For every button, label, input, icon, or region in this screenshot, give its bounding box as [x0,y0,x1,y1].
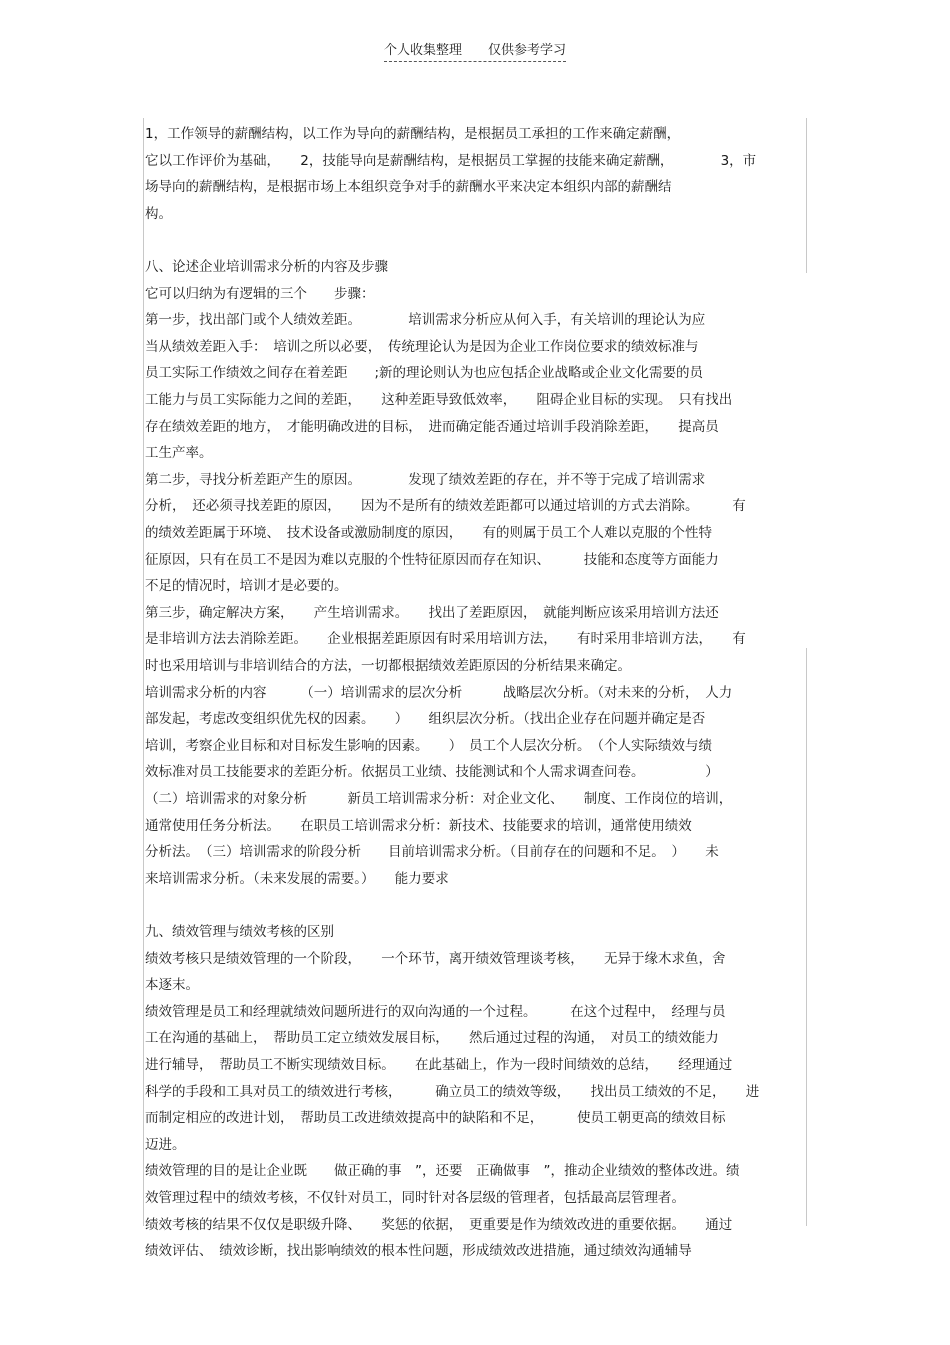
text-line: 工生产率。 [145,445,213,462]
text-line: 绩效管理是员工和经理就绩效问题所进行的双向沟通的一个过程。 在这个过程中， 经理与员 [145,1003,726,1020]
text-line: 时也采用培训与非培训结合的方法，一切都根据绩效差距原因的分析结果来确定。 [145,658,631,674]
text-line: 分析法。 （三）培训需求的阶段分析 目前培训需求分析。（目前存在的问题和不足。 ） 未 [145,844,719,861]
text-line: 征原因，只有在员工不是因为难以克服的个性特征原因而存在知识、 技能和态度等方面能力 [145,551,719,568]
text-line: 绩效考核的结果不仅仅是职级升降、 奖惩的依据， 更重要是作为绩效改进的重要依据。 通过 [145,1216,733,1233]
text-line: 效管理过程中的绩效考核，不仅针对员工，同时针对各层级的管理者，包括最高层管理者。 [145,1190,685,1206]
text-line: 科学的手段和工具对员工的绩效进行考核， 确立员工的绩效等级， 找出员工绩效的不足， 进 [145,1083,760,1100]
header-text [384,43,566,62]
text-line: 绩效考核只是绩效管理的一个阶段， 一个环节，离开绩效管理谈考核， 无异于缘木求鱼，舍 [145,950,726,967]
text-line: 它可以归纳为有逻辑的三个 步骤： [145,285,375,302]
text-line: （二）培训需求的对象分析 新员工培训需求分析：对企业文化、 制度、工作岗位的培训， [145,791,733,807]
text-line: 它以工作评价为基础， 2，技能导向是薪酬结构，是根据员工掌握的技能来确定薪酬， 3，市 [145,152,757,169]
text-line: 而制定相应的改进计划， 帮助员工改进绩效提高中的缺陷和不足， 使员工朝更高的绩效目标 [145,1110,726,1127]
text-line: 通常使用任务分析法。 在职员工培训需求分析：新技术、技能要求的培训，通常使用绩效 [145,817,692,834]
page-header [0,39,950,58]
text-line: 1，工作领导的薪酬结构，以工作为导向的薪酬结构，是根据员工承担的工作来确定薪酬， [145,126,681,142]
text-line: 场导向的薪酬结构，是根据市场上本组织竞争对手的薪酬水平来决定本组织内部的薪酬结 [145,179,672,196]
text-line: 本逐末。 [145,977,199,994]
text-line: 工在沟通的基础上， 帮助员工定立绩效发展目标， 然后通过过程的沟通， 对员工的绩效能力 [145,1030,719,1047]
text-line: 九、绩效管理与绩效考核的区别 [145,924,334,940]
text-line: 不足的情况时，培训才是必要的。 [145,578,348,595]
text-line: 构。 [145,205,172,222]
text-line: 进行辅导， 帮助员工不断实现绩效目标。 在此基础上，作为一段时间绩效的总结， 经理通过 [145,1057,733,1073]
text-line: 培训需求分析的内容 （一）培训需求的层次分析 战略层次分析。（对未来的分析， 人力 [145,684,733,701]
text-line: 是非培训方法去消除差距。 企业根据差距原因有时采用培训方法， 有时采用非培训方法， 有 [145,631,746,648]
text-line: 的绩效差距属于环境、 技术设备或激励制度的原因， 有的则属于员工个人难以克服的个性特 [145,525,712,541]
text-line: 迈进。 [145,1136,186,1153]
text-line: 员工实际工作绩效之间存在着差距 ;新的理论则认为也应包括企业战略或企业文化需要的员 [145,365,704,382]
text-line: 工能力与员工实际能力之间的差距， 这种差距导致低效率， 阻碍企业目标的实现。 只有找出 [145,392,733,408]
page-border-left [143,118,144,1226]
text-line: 八、论述企业培训需求分析的内容及步骤 [145,259,388,275]
text-line: 绩效评估、 绩效诊断，找出影响绩效的根本性问题，形成绩效改进措施，通过绩效沟通辅导 [145,1243,692,1260]
page-border-right-bottom [806,648,807,1226]
text-line: 第二步，寻找分析差距产生的原因。 发现了绩效差距的存在，并不等于完成了培训需求 [145,471,706,488]
text-line: 来培训需求分析。（未来发展的需要。） 能力要求 [145,870,449,887]
text-line: 绩效管理的目的是让企业既 做正确的事 ”，还要 正确做事 ”，推动企业绩效的整体改进。绩 [145,1163,740,1180]
text-line: 效标准对员工技能要求的差距分析。依据员工业绩、技能测试和个人需求调查问卷。 ） [145,764,719,781]
header-right: 仅供参考学习 [488,43,567,58]
text-line: 第一步，找出部门或个人绩效差距。 培训需求分析应从何入手，有关培训的理论认为应 [145,312,706,329]
text-line: 分析， 还必须寻找差距的原因， 因为不是所有的绩效差距都可以通过培训的方式去消除。 有 [145,498,746,515]
text-line: 第三步，确定解决方案， 产生培训需求。 找出了差距原因， 就能判断应该采用培训方法还 [145,604,719,621]
text-line: 存在绩效差距的地方， 才能明确改进的目标， 进而确定能否通过培训手段消除差距， 提高员 [145,418,719,435]
text-line: 培训，考察企业目标和对目标发生影响的因素。 ） 员工个人层次分析。 （个人实际绩效与绩 [145,737,712,754]
header-left: 个人收集整理 [383,43,462,58]
text-line: 当从绩效差距入手： 培训之所以必要， 传统理论认为是因为企业工作岗位要求的绩效标准与 [145,338,699,355]
text-line: 部发起，考虑改变组织优先权的因素。 ） 组织层次分析。（找出企业存在问题并确定是否 [145,711,706,728]
page-border-right-top [806,118,807,273]
